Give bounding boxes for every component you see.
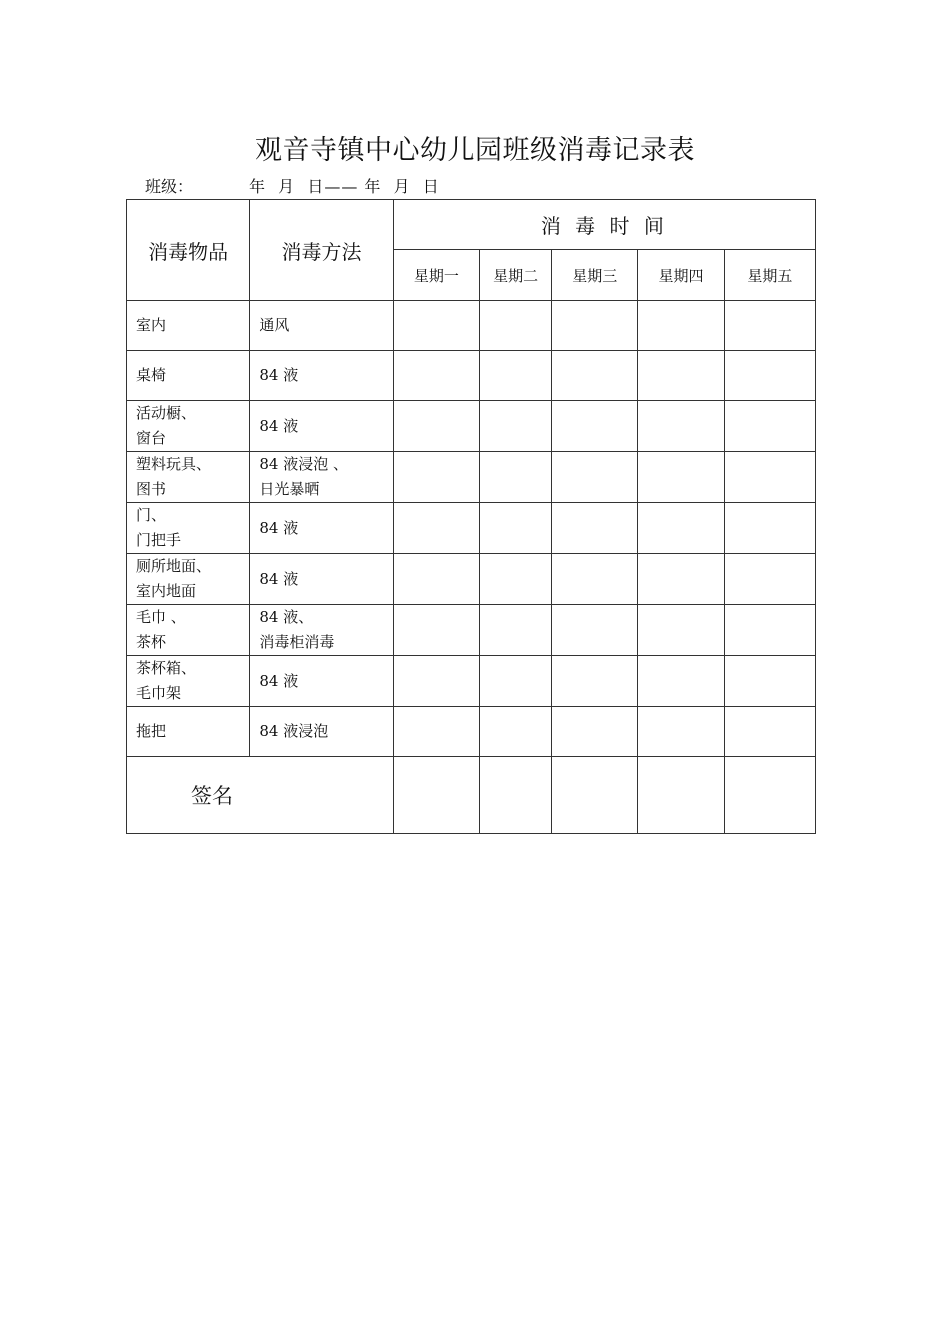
record-cell[interactable] <box>479 707 551 757</box>
method-text: 84 液 <box>259 671 299 690</box>
record-cell[interactable] <box>724 707 815 757</box>
method-text: 消毒柜消毒 <box>259 633 335 651</box>
item-cell <box>127 452 250 503</box>
record-cell[interactable] <box>479 656 551 707</box>
item-text: 窗台 <box>136 429 167 447</box>
item-text: 活动橱、 <box>136 404 197 422</box>
method-text: 84 液 <box>259 366 299 384</box>
record-cell[interactable] <box>724 301 815 351</box>
item-text: 室内 <box>136 316 167 334</box>
record-cell[interactable] <box>552 452 638 503</box>
item-cell <box>127 707 250 757</box>
date-range: 年 月 日—— 年 月 日 <box>249 177 440 196</box>
record-cell[interactable] <box>479 452 551 503</box>
item-text: 茶杯箱、 <box>136 659 197 677</box>
table-row <box>127 707 816 757</box>
header-day-5: 星期五 <box>724 250 815 301</box>
record-cell[interactable] <box>638 707 724 757</box>
record-cell[interactable] <box>479 503 551 554</box>
table-row <box>127 401 816 452</box>
method-text: 84 液 <box>259 416 299 435</box>
item-text: 图书 <box>136 480 167 498</box>
disinfection-log-table <box>126 199 816 834</box>
header-method: 消毒方法 <box>250 200 393 301</box>
method-cell <box>250 401 393 452</box>
item-cell <box>127 351 250 401</box>
item-cell <box>127 503 250 554</box>
record-cell[interactable] <box>724 605 815 656</box>
method-text: 84 液 <box>259 569 299 588</box>
item-cell <box>127 554 250 605</box>
item-cell <box>127 401 250 452</box>
method-cell <box>250 301 393 351</box>
record-cell[interactable] <box>393 503 479 554</box>
item-text: 塑料玩具、 <box>136 455 212 473</box>
record-cell[interactable] <box>638 656 724 707</box>
record-cell[interactable] <box>638 605 724 656</box>
record-cell[interactable] <box>724 351 815 401</box>
header-day-1: 星期一 <box>393 250 479 301</box>
record-cell[interactable] <box>393 605 479 656</box>
signature-row <box>127 757 816 834</box>
signature-label: 签名 <box>127 757 394 834</box>
item-cell <box>127 656 250 707</box>
record-cell[interactable] <box>638 503 724 554</box>
class-label: 班级： <box>145 177 194 196</box>
record-cell[interactable] <box>638 452 724 503</box>
method-text: 84 液浸泡 、 <box>259 455 348 473</box>
record-cell[interactable] <box>393 656 479 707</box>
method-cell <box>250 503 393 554</box>
item-text: 毛巾架 <box>136 684 182 702</box>
page-title: 观音寺镇中心幼儿园班级消毒记录表 <box>255 135 695 166</box>
item-cell <box>127 605 250 656</box>
table-row <box>127 351 816 401</box>
record-cell[interactable] <box>393 351 479 401</box>
record-cell[interactable] <box>479 554 551 605</box>
record-cell[interactable] <box>724 656 815 707</box>
header-item: 消毒物品 <box>127 200 250 301</box>
record-cell[interactable] <box>552 554 638 605</box>
record-cell[interactable] <box>393 401 479 452</box>
record-cell[interactable] <box>724 503 815 554</box>
header-day-3: 星期三 <box>552 250 638 301</box>
header-day-4: 星期四 <box>638 250 724 301</box>
record-cell[interactable] <box>552 351 638 401</box>
record-cell[interactable] <box>552 707 638 757</box>
method-text: 日光暴晒 <box>259 480 320 498</box>
method-cell <box>250 351 393 401</box>
record-cell[interactable] <box>552 503 638 554</box>
item-text: 拖把 <box>136 722 167 740</box>
item-text: 毛巾 、 <box>136 608 186 626</box>
table-row <box>127 554 816 605</box>
record-cell[interactable] <box>479 351 551 401</box>
table-row <box>127 503 816 554</box>
method-text: 通风 <box>259 316 290 334</box>
signature-cell[interactable] <box>393 757 479 834</box>
method-cell <box>250 605 393 656</box>
item-text: 厕所地面、 <box>136 557 212 575</box>
record-cell[interactable] <box>638 401 724 452</box>
header-day-2: 星期二 <box>479 250 551 301</box>
record-cell[interactable] <box>479 605 551 656</box>
method-cell <box>250 707 393 757</box>
record-cell[interactable] <box>724 401 815 452</box>
record-cell[interactable] <box>393 554 479 605</box>
record-cell[interactable] <box>479 301 551 351</box>
record-cell[interactable] <box>552 401 638 452</box>
method-cell <box>250 452 393 503</box>
method-cell <box>250 554 393 605</box>
item-cell <box>127 301 250 351</box>
record-cell[interactable] <box>393 707 479 757</box>
item-text: 门、 <box>136 506 167 524</box>
signature-cell[interactable] <box>724 757 815 834</box>
method-cell <box>250 656 393 707</box>
record-cell[interactable] <box>724 554 815 605</box>
record-cell[interactable] <box>393 301 479 351</box>
record-cell[interactable] <box>638 301 724 351</box>
method-text: 84 液、 <box>259 608 314 626</box>
item-text: 桌椅 <box>136 366 167 384</box>
item-text: 室内地面 <box>136 582 197 600</box>
table-row <box>127 452 816 503</box>
item-text: 门把手 <box>136 531 182 549</box>
item-text: 茶杯 <box>136 633 167 651</box>
record-cell[interactable] <box>479 401 551 452</box>
record-cell[interactable] <box>552 301 638 351</box>
header-disinfection-time: 消 毒 时 间 <box>393 200 815 250</box>
record-cell[interactable] <box>552 605 638 656</box>
record-cell[interactable] <box>638 554 724 605</box>
signature-cell[interactable] <box>479 757 551 834</box>
record-cell[interactable] <box>552 656 638 707</box>
table-body <box>127 301 816 757</box>
signature-cell[interactable] <box>638 757 724 834</box>
method-text: 84 液浸泡 <box>259 722 329 740</box>
record-cell[interactable] <box>393 452 479 503</box>
record-cell[interactable] <box>638 351 724 401</box>
table-row <box>127 605 816 656</box>
table-row <box>127 301 816 351</box>
signature-cell[interactable] <box>552 757 638 834</box>
method-text: 84 液 <box>259 518 299 537</box>
table-row <box>127 656 816 707</box>
record-cell[interactable] <box>724 452 815 503</box>
